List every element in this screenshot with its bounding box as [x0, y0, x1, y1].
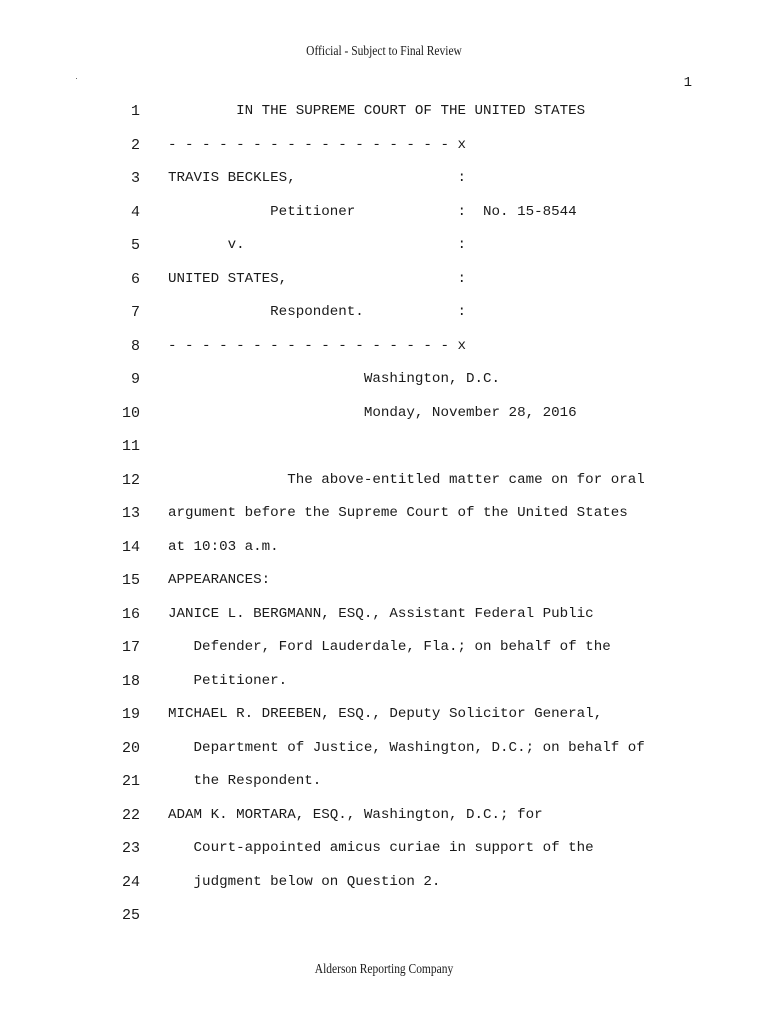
transcript-body [0, 95, 768, 933]
line-number: 9 [130, 371, 140, 388]
transcript-line [0, 799, 768, 833]
line-text: TRAVIS BECKLES, : [168, 170, 466, 186]
transcript-line [0, 397, 768, 431]
scan-speck [76, 78, 77, 79]
line-number: 22 [121, 806, 140, 824]
transcript-line [0, 363, 768, 397]
line-number: 17 [121, 639, 140, 656]
line-text: - - - - - - - - - - - - - - - - - x [168, 136, 466, 153]
transcript-line [0, 531, 768, 565]
transcript-line [0, 162, 768, 196]
line-number: 21 [121, 773, 140, 790]
transcript-line [0, 631, 768, 665]
line-number: 12 [121, 471, 140, 489]
transcript-line [0, 832, 768, 866]
line-text: judgment below on Question 2. [168, 873, 441, 890]
transcript-line [0, 296, 768, 330]
transcript-line [0, 899, 768, 933]
transcript-line [0, 129, 768, 163]
line-text: argument before the Supreme Court of the United States [168, 505, 628, 521]
line-number: 18 [121, 672, 140, 690]
transcript-line [0, 95, 768, 129]
line-number: 14 [121, 538, 140, 556]
line-text: Respondent. : [168, 304, 466, 320]
line-text: at 10:03 a.m. [168, 538, 279, 555]
transcript-line [0, 263, 768, 297]
transcript-line [0, 229, 768, 263]
page-footer: Alderson Reporting Company [314, 962, 454, 977]
line-number: 24 [121, 873, 140, 891]
transcript-line [0, 866, 768, 900]
line-text: Court-appointed amicus curiae in support of the [168, 840, 594, 856]
line-text: Petitioner. [168, 672, 288, 689]
line-number: 4 [130, 203, 140, 221]
line-number: 10 [121, 404, 140, 422]
transcript-line [0, 564, 768, 598]
page-header: Official - Subject to Final Review [306, 44, 462, 59]
line-number: 11 [121, 438, 140, 455]
line-text: Monday, November 28, 2016 [168, 404, 577, 421]
line-text: - - - - - - - - - - - - - - - - - x [168, 337, 466, 354]
line-text: JANICE L. BERGMANN, ESQ., Assistant Federal Public [168, 605, 594, 622]
transcript-line [0, 732, 768, 766]
line-number: 15 [121, 572, 140, 589]
line-number: 7 [130, 304, 140, 321]
transcript-line [0, 598, 768, 632]
line-text: Department of Justice, Washington, D.C.; on behalf of [168, 739, 645, 756]
transcript-line [0, 765, 768, 799]
line-number: 23 [121, 840, 140, 857]
line-text: Petitioner : No. 15-8544 [168, 203, 577, 220]
page-number: 1 [683, 75, 692, 91]
line-text: Washington, D.C. [168, 371, 501, 387]
line-text: the Respondent. [168, 773, 322, 789]
line-number: 1 [130, 103, 140, 120]
transcript-line [0, 497, 768, 531]
line-number: 13 [121, 505, 140, 522]
line-number: 3 [130, 170, 140, 187]
line-number: 16 [121, 605, 140, 623]
line-text: v. : [168, 237, 466, 253]
line-text: APPEARANCES: [168, 572, 271, 588]
transcript-line [0, 430, 768, 464]
transcript-line [0, 464, 768, 498]
line-text: UNITED STATES, : [168, 270, 466, 287]
line-text: Defender, Ford Lauderdale, Fla.; on behalf of the [168, 639, 611, 655]
line-number: 20 [121, 739, 140, 757]
line-number: 6 [130, 270, 140, 288]
line-text: ADAM K. MORTARA, ESQ., Washington, D.C.; for [168, 806, 543, 823]
line-number: 5 [130, 237, 140, 254]
transcript-line [0, 330, 768, 364]
transcript-line [0, 196, 768, 230]
line-text: IN THE SUPREME COURT OF THE UNITED STATES [168, 103, 586, 119]
transcript-line [0, 698, 768, 732]
transcript-line [0, 665, 768, 699]
line-text: The above-entitled matter came on for oral [168, 471, 645, 488]
line-number: 19 [121, 706, 140, 723]
line-number: 8 [130, 337, 140, 355]
line-number: 25 [121, 907, 140, 924]
line-number: 2 [130, 136, 140, 154]
line-text: MICHAEL R. DREEBEN, ESQ., Deputy Solicitor General, [168, 706, 603, 722]
